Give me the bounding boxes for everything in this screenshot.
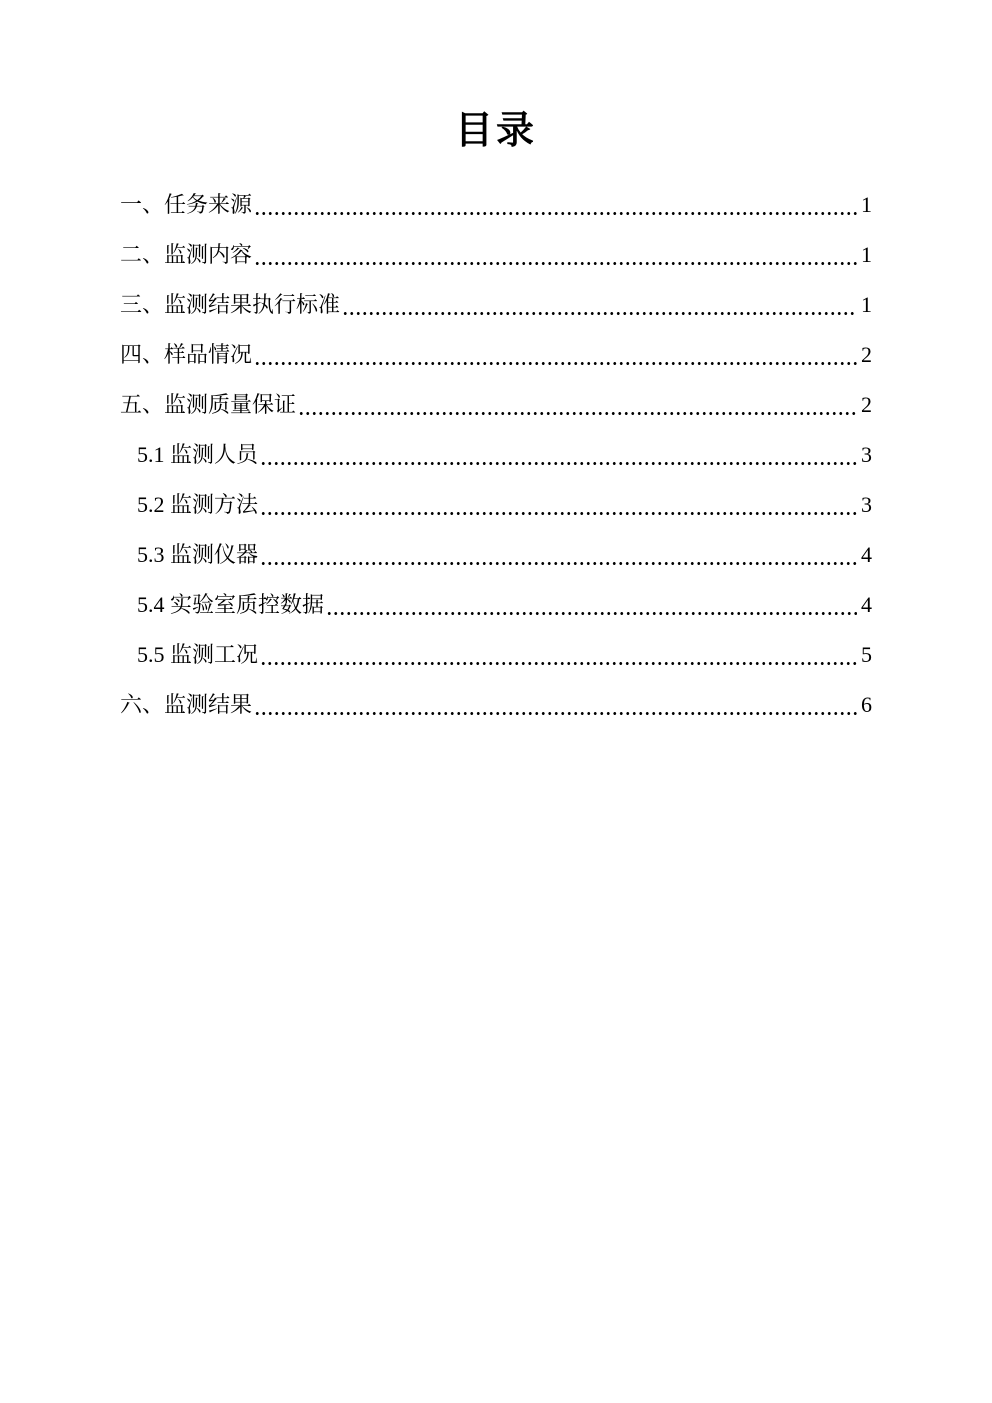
toc-page-number: 2 [861, 342, 872, 367]
toc-entry [120, 630, 872, 680]
dot-leader [260, 495, 857, 516]
toc-entry-label: 5.1 监测人员 [137, 442, 259, 467]
toc-entry [120, 280, 872, 330]
toc-page-number: 2 [861, 392, 872, 417]
toc-entry-label: 六、监测结果 [120, 692, 253, 717]
toc-page-number: 6 [861, 692, 872, 717]
toc-entry [120, 430, 872, 480]
dot-leader [260, 645, 857, 666]
toc-page-number: 4 [861, 592, 872, 617]
toc-page-number: 5 [861, 642, 872, 667]
toc-page-number: 3 [861, 442, 872, 467]
toc-entry-label: 5.2 监测方法 [137, 492, 259, 517]
toc-entry [120, 180, 872, 230]
dot-leader [254, 195, 857, 216]
toc-page-number: 3 [861, 492, 872, 517]
toc-entry-label: 二、监测内容 [120, 242, 253, 267]
toc-title: 目录 [454, 110, 537, 152]
toc-entry-label: 五、监测质量保证 [120, 392, 297, 417]
toc-page-number: 4 [861, 542, 872, 567]
toc-entry-label: 5.3 监测仪器 [137, 542, 259, 567]
toc-entry [120, 230, 872, 280]
toc-entry-label: 5.5 监测工况 [137, 642, 259, 667]
toc-entry [120, 680, 872, 730]
toc-entry [120, 380, 872, 430]
toc-entry [120, 580, 872, 630]
dot-leader [260, 445, 857, 466]
toc-list [120, 180, 872, 730]
toc-page-number: 1 [861, 192, 872, 217]
toc-entry-label: 三、监测结果执行标准 [120, 292, 341, 317]
toc-page-number: 1 [861, 242, 872, 267]
dot-leader [254, 345, 857, 366]
dot-leader [260, 545, 857, 566]
toc-entry [120, 530, 872, 580]
dot-leader [342, 295, 857, 316]
toc-entry-label: 四、样品情况 [120, 342, 253, 367]
toc-entry [120, 330, 872, 380]
dot-leader [254, 695, 857, 716]
dot-leader [254, 245, 857, 266]
toc-entry-label: 一、任务来源 [120, 192, 253, 217]
dot-leader [326, 595, 857, 616]
toc-page-number: 1 [861, 292, 872, 317]
toc-entry [120, 480, 872, 530]
dot-leader [298, 395, 857, 416]
toc-entry-label: 5.4 实验室质控数据 [137, 592, 325, 617]
